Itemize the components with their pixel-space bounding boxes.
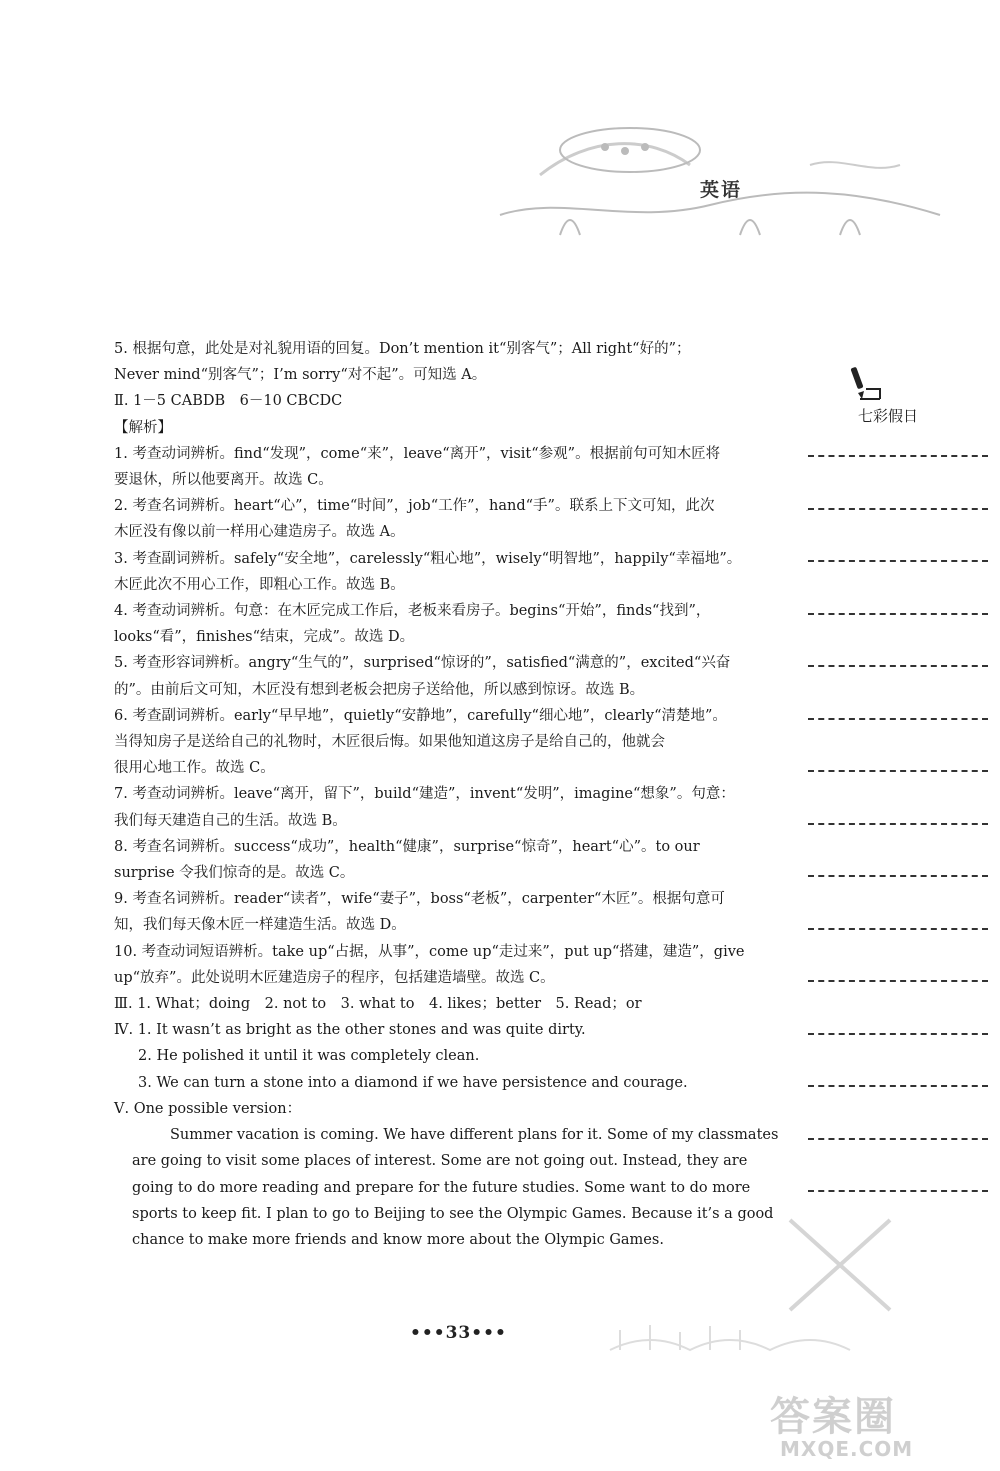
answer-line: Ⅲ. 1. What；doing 2. not to 3. what to 4. likes；better 5. Read；or bbox=[114, 996, 642, 1013]
answer-line: 很用心地工作。故选 C。 bbox=[114, 760, 275, 777]
answer-line: 7. 考查动词辨析。leave“离开，留下”，build“建造”，invent“发明”，imagine“想象”。句意： bbox=[114, 786, 735, 803]
answer-line: 4. 考查动词辨析。句意：在木匠完成工作后，老板来看房子。begins“开始”，finds“找到”， bbox=[114, 603, 711, 620]
windmill-decoration bbox=[590, 1200, 920, 1360]
answer-content bbox=[114, 336, 779, 1253]
essay-line: sports to keep fit. I plan to go to Beijing to see the Olympic Games. Because it’s a good bbox=[132, 1205, 774, 1222]
note-line bbox=[808, 1190, 988, 1192]
answer-line: Never mind“别客气”；I’m sorry“对不起”。可知选 A。 bbox=[114, 367, 487, 384]
note-line bbox=[808, 455, 988, 457]
note-line bbox=[808, 770, 988, 772]
note-line bbox=[808, 875, 988, 877]
watermark-url: MXQE.COM bbox=[780, 1437, 914, 1461]
sidebar-label: 七彩假日 bbox=[858, 407, 919, 425]
answer-line: 6. 考查副词辨析。early“早早地”，quietly“安静地”，carefully“细心地”，clearly“清楚地”。 bbox=[114, 707, 727, 724]
answer-line: 【解析】 bbox=[114, 419, 172, 436]
answer-line: 2. He polished it until it was completely clean. bbox=[138, 1048, 480, 1065]
note-line bbox=[808, 980, 988, 982]
note-line bbox=[808, 1138, 988, 1140]
answer-line: 10. 考查动词短语辨析。take up“占据，从事”，come up“走过来”，put up“搭建，建造”，give bbox=[114, 943, 745, 960]
answer-line: 木匠此次不用心工作，即粗心工作。故选 B。 bbox=[114, 576, 405, 593]
note-line bbox=[808, 613, 988, 615]
essay-line: Summer vacation is coming. We have different plans for it. Some of my classmates bbox=[170, 1127, 779, 1144]
essay-line: chance to make more friends and know more about the Olympic Games. bbox=[132, 1231, 664, 1248]
answer-line: up“放弃”。此处说明木匠建造房子的程序，包括建造墙壁。故选 C。 bbox=[114, 969, 555, 986]
essay-line: going to do more reading and prepare for the future studies. Some want to do more bbox=[132, 1179, 751, 1196]
note-line bbox=[808, 823, 988, 825]
answer-line: 9. 考查名词辨析。reader“读者”，wife“妻子”，boss“老板”，carpenter“木匠”。根据句意可 bbox=[114, 891, 725, 908]
answer-line: 的”。由前后文可知，木匠没有想到老板会把房子送给他，所以感到惊讶。故选 B。 bbox=[114, 681, 645, 698]
answer-line: 1. 考查动词辨析。find“发现”，come“来”，leave“离开”，visit“参观”。根据前句可知木匠将 bbox=[114, 445, 721, 462]
answer-line: Ⅴ. One possible version： bbox=[114, 1100, 302, 1117]
note-line bbox=[808, 928, 988, 930]
note-line bbox=[808, 560, 988, 562]
answer-line: Ⅱ. 1－5 CABDB 6－10 CBCDC bbox=[114, 393, 343, 410]
answer-line: 3. 考查副词辨析。safely“安全地”，carelessly“粗心地”，wisely“明智地”，happily“幸福地”。 bbox=[114, 550, 742, 567]
answer-line: 要退休，所以他要离开。故选 C。 bbox=[114, 472, 333, 489]
page-number: •••33••• bbox=[410, 1323, 507, 1343]
note-line bbox=[808, 665, 988, 667]
note-line bbox=[808, 1085, 988, 1087]
watermark bbox=[770, 1385, 990, 1465]
answer-line: looks“看”，finishes“结束，完成”。故选 D。 bbox=[114, 629, 415, 646]
answer-line: surprise 令我们惊奇的是。故选 C。 bbox=[114, 865, 355, 882]
answer-line: 2. 考查名词辨析。heart“心”，time“时间”，job“工作”，hand“手”。联系上下文可知，此次 bbox=[114, 498, 715, 515]
answer-line: 5. 根据句意，此处是对礼貌用语的回复。Don’t mention it“别客气”；All right“好的”； bbox=[114, 341, 691, 357]
essay-line: are going to visit some places of interest. Some are not going out. Instead, they are bbox=[132, 1153, 748, 1170]
answer-line: 知，我们每天像木匠一样建造生活。故选 D。 bbox=[114, 917, 406, 934]
note-line bbox=[808, 718, 988, 720]
answer-line: 8. 考查名词辨析。success“成功”，health“健康”，surprise“惊奇”，heart“心”。to our bbox=[114, 838, 700, 855]
answer-line: 我们每天建造自己的生活。故选 B。 bbox=[114, 812, 347, 829]
answer-line: 当得知房子是送给自己的礼物时，木匠很后悔。如果他知道这房子是给自己的，他就会 bbox=[114, 734, 665, 751]
note-line bbox=[808, 508, 988, 510]
answer-line: 木匠没有像以前一样用心建造房子。故选 A。 bbox=[114, 524, 405, 541]
answer-line: 3. We can turn a stone into a diamond if we have persistence and courage. bbox=[138, 1074, 688, 1091]
answer-line: 5. 考查形容词辨析。angry“生气的”，surprised“惊讶的”，satisfied“满意的”，excited“兴奋 bbox=[114, 655, 731, 672]
note-line bbox=[808, 1033, 988, 1035]
subject-title: 英语 bbox=[700, 179, 743, 201]
answer-line: Ⅳ. 1. It wasn’t as bright as the other stones and was quite dirty. bbox=[114, 1022, 586, 1039]
watermark-text: 答案圈 bbox=[770, 1394, 896, 1440]
